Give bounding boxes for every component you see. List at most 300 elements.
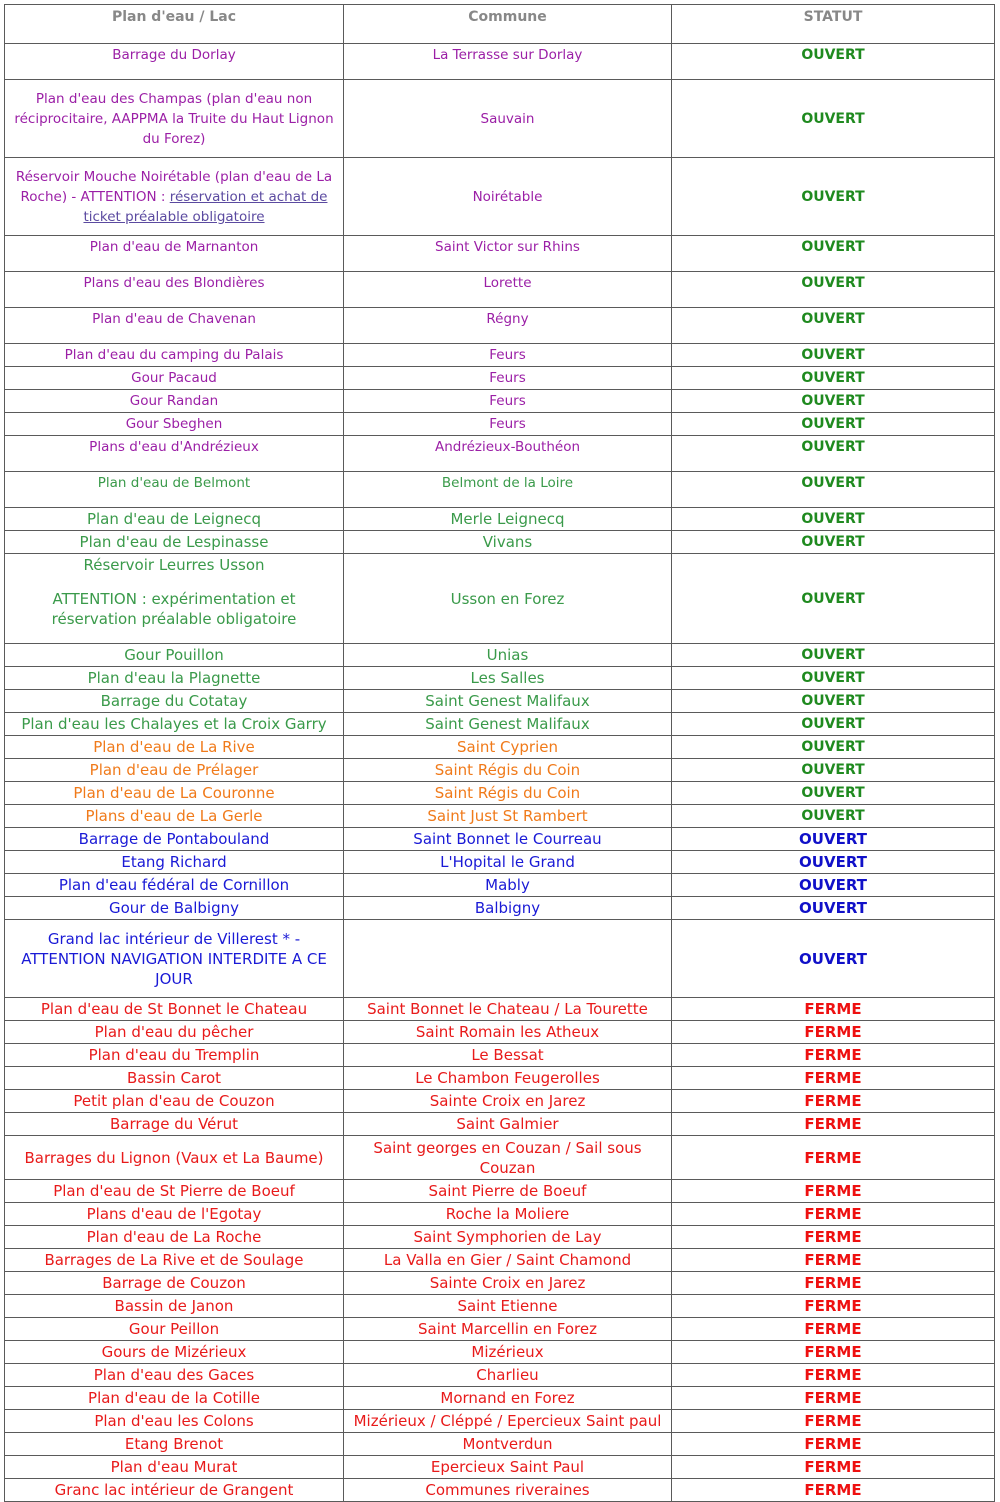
status-cell — [672, 413, 995, 436]
commune-cell — [344, 1226, 672, 1249]
lake-name: Gour Sbeghen — [125, 416, 223, 432]
lake-name: Gour Pouillon — [124, 646, 224, 664]
lake-name-cell — [5, 874, 344, 897]
status-badge: OUVERT — [801, 511, 865, 527]
commune-name: Charlieu — [476, 1366, 539, 1384]
commune-name: Feurs — [489, 393, 526, 409]
commune-cell — [344, 1456, 672, 1479]
lake-name-cell — [5, 1021, 344, 1044]
lake-name: Plan d'eau de Leignecq — [86, 510, 262, 528]
commune-name: Lorette — [483, 275, 532, 291]
commune-name: Sauvain — [480, 111, 535, 127]
commune-cell — [344, 1136, 672, 1180]
status-badge: FERME — [804, 1205, 862, 1223]
table-row — [5, 1180, 995, 1203]
status-badge: FERME — [804, 1366, 862, 1384]
commune-cell — [344, 874, 672, 897]
status-cell — [672, 713, 995, 736]
status-badge: OUVERT — [801, 693, 865, 709]
lake-name-cell — [5, 236, 344, 272]
commune-cell — [344, 508, 672, 531]
commune-cell — [344, 158, 672, 236]
table-row — [5, 828, 995, 851]
table-row — [5, 1044, 995, 1067]
commune-cell — [344, 1272, 672, 1295]
commune-cell — [344, 1113, 672, 1136]
commune-name: Balbigny — [474, 899, 541, 917]
commune-name: Feurs — [489, 347, 526, 363]
commune-cell — [344, 1433, 672, 1456]
lake-name-cell — [5, 805, 344, 828]
commune-cell — [344, 805, 672, 828]
table-row — [5, 1295, 995, 1318]
status-badge: OUVERT — [801, 647, 865, 663]
status-cell — [672, 782, 995, 805]
status-badge: OUVERT — [799, 899, 867, 917]
status-badge: OUVERT — [801, 591, 865, 607]
lake-name-cell — [5, 44, 344, 80]
status-badge: OUVERT — [799, 830, 867, 848]
commune-name: Saint Etienne — [457, 1297, 558, 1315]
table-row — [5, 920, 995, 998]
status-badge: OUVERT — [801, 739, 865, 755]
commune-name: Merle Leignecq — [450, 510, 565, 528]
lake-name-cell — [5, 1341, 344, 1364]
table-row — [5, 158, 995, 236]
lake-name-cell — [5, 1113, 344, 1136]
lake-name-cell — [5, 1364, 344, 1387]
commune-name: Andrézieux-Bouthéon — [434, 439, 581, 455]
header-commune: Commune — [344, 5, 672, 44]
lake-name: Barrages de La Rive et de Soulage — [44, 1251, 304, 1269]
status-cell — [672, 472, 995, 508]
commune-name: Feurs — [489, 416, 526, 432]
reservation-link[interactable]: réservation et achat de ticket préalable obligatoire — [83, 189, 328, 225]
lake-name: Barrage du Dorlay — [112, 47, 236, 63]
lake-name-cell — [5, 508, 344, 531]
status-badge: FERME — [804, 1228, 862, 1246]
lake-name: Réservoir Leurres Usson — [83, 556, 265, 574]
table-row — [5, 390, 995, 413]
lake-name-cell — [5, 1226, 344, 1249]
lake-name-cell — [5, 436, 344, 472]
commune-name: Feurs — [489, 370, 526, 386]
lake-name-cell — [5, 80, 344, 158]
table-row — [5, 1433, 995, 1456]
table-row — [5, 367, 995, 390]
lake-name-cell — [5, 644, 344, 667]
lake-name-cell — [5, 1044, 344, 1067]
status-cell — [672, 690, 995, 713]
lake-name: Grand lac intérieur de Villerest * - ATTENTION NAVIGATION INTERDITE A CE JOUR — [21, 930, 327, 988]
status-badge: FERME — [804, 1251, 862, 1269]
commune-name: Mably — [485, 876, 530, 894]
commune-cell — [344, 782, 672, 805]
status-cell — [672, 158, 995, 236]
status-badge: FERME — [804, 1458, 862, 1476]
status-badge: FERME — [804, 1435, 862, 1453]
status-cell — [672, 667, 995, 690]
status-badge: FERME — [804, 1182, 862, 1200]
status-cell — [672, 1433, 995, 1456]
table-row — [5, 759, 995, 782]
status-cell — [672, 1249, 995, 1272]
lake-name-cell — [5, 667, 344, 690]
table-row — [5, 690, 995, 713]
lake-name-cell — [5, 1136, 344, 1180]
lake-name-cell — [5, 1479, 344, 1502]
table-row — [5, 554, 995, 644]
table-row — [5, 897, 995, 920]
commune-cell — [344, 1021, 672, 1044]
status-badge: OUVERT — [799, 950, 867, 968]
commune-name: Saint Symphorien de Lay — [413, 1228, 602, 1246]
commune-cell — [344, 736, 672, 759]
lake-name: Etang Brenot — [124, 1435, 224, 1453]
table-row — [5, 1272, 995, 1295]
lake-name-cell — [5, 344, 344, 367]
commune-name: Vivans — [482, 533, 533, 551]
lake-name-cell — [5, 828, 344, 851]
table-row — [5, 667, 995, 690]
lake-name-cell — [5, 272, 344, 308]
commune-cell — [344, 759, 672, 782]
commune-name: Mornand en Forez — [440, 1389, 575, 1407]
lake-name: Plan d'eau des Gaces — [93, 1366, 255, 1384]
status-badge: OUVERT — [801, 47, 865, 63]
status-badge: OUVERT — [801, 311, 865, 327]
status-cell — [672, 759, 995, 782]
commune-name: Usson en Forez — [450, 590, 565, 608]
lake-name-cell — [5, 1410, 344, 1433]
lake-name: Bassin Carot — [126, 1069, 222, 1087]
table-row — [5, 1090, 995, 1113]
lake-name-cell — [5, 782, 344, 805]
status-badge: FERME — [804, 1149, 862, 1167]
lake-name-cell — [5, 472, 344, 508]
lake-name-cell — [5, 1067, 344, 1090]
lake-name-cell — [5, 1318, 344, 1341]
commune-cell — [344, 998, 672, 1021]
lake-name: Barrage du Cotatay — [100, 692, 248, 710]
commune-cell — [344, 308, 672, 344]
commune-cell — [344, 690, 672, 713]
lake-name-cell — [5, 413, 344, 436]
commune-name: Les Salles — [470, 669, 545, 687]
commune-cell — [344, 44, 672, 80]
commune-cell — [344, 1479, 672, 1502]
commune-name: Roche la Moliere — [445, 1205, 570, 1223]
commune-name: La Valla en Gier / Saint Chamond — [383, 1251, 632, 1269]
status-cell — [672, 272, 995, 308]
commune-name: Montverdun — [462, 1435, 553, 1453]
table-row — [5, 998, 995, 1021]
commune-name: Saint Just St Rambert — [427, 807, 588, 825]
lake-name: Plan d'eau des Champas (plan d'eau non réciprocitaire, AAPPMA la Truite du Haut Lignon du Forez) — [14, 91, 334, 147]
lake-name-cell — [5, 554, 344, 644]
lake-name: Plan d'eau fédéral de Cornillon — [58, 876, 290, 894]
commune-name: Mizérieux — [471, 1343, 544, 1361]
lake-name-cell — [5, 1295, 344, 1318]
commune-name: Le Bessat — [471, 1046, 544, 1064]
status-cell — [672, 1203, 995, 1226]
lake-name-cell — [5, 998, 344, 1021]
table-header-row — [5, 5, 995, 44]
commune-cell — [344, 1410, 672, 1433]
lake-name: Plan d'eau de La Couronne — [73, 784, 275, 802]
table-row — [5, 874, 995, 897]
table-row — [5, 644, 995, 667]
table-row — [5, 44, 995, 80]
commune-cell — [344, 1341, 672, 1364]
header-lake: Plan d'eau / Lac — [5, 5, 344, 44]
commune-cell — [344, 667, 672, 690]
status-badge: FERME — [804, 1320, 862, 1338]
lake-name-cell — [5, 158, 344, 236]
lake-name-cell — [5, 736, 344, 759]
commune-cell — [344, 554, 672, 644]
status-badge: FERME — [804, 1412, 862, 1430]
lake-name-cell — [5, 1272, 344, 1295]
commune-name: Mizérieux / Cléppé / Epercieux Saint paul — [353, 1412, 662, 1430]
commune-name: Saint Régis du Coin — [434, 784, 581, 802]
status-badge: OUVERT — [801, 275, 865, 291]
commune-cell — [344, 1067, 672, 1090]
lake-name-cell — [5, 851, 344, 874]
table-row — [5, 1479, 995, 1502]
status-badge: OUVERT — [801, 370, 865, 386]
commune-name: Saint Genest Malifaux — [425, 692, 590, 710]
status-badge: OUVERT — [801, 716, 865, 732]
commune-cell — [344, 1387, 672, 1410]
lake-name-cell — [5, 531, 344, 554]
lake-name: Plan d'eau de Marnanton — [89, 239, 259, 255]
table-row — [5, 782, 995, 805]
table-row — [5, 344, 995, 367]
lake-name: Réservoir Mouche Noirétable (plan d'eau de La Roche) - ATTENTION : — [15, 169, 333, 205]
status-cell — [672, 736, 995, 759]
commune-cell — [344, 1180, 672, 1203]
lake-name: Plan d'eau de Belmont — [97, 475, 251, 491]
lake-name-cell — [5, 367, 344, 390]
status-badge: OUVERT — [799, 853, 867, 871]
commune-name: Saint Victor sur Rhins — [435, 239, 580, 255]
lake-name: Plan d'eau de Lespinasse — [79, 533, 269, 551]
table-row — [5, 851, 995, 874]
status-cell — [672, 1113, 995, 1136]
lake-name-cell — [5, 713, 344, 736]
lake-name: Petit plan d'eau de Couzon — [73, 1092, 275, 1110]
status-badge: OUVERT — [801, 475, 865, 491]
status-badge: FERME — [804, 1343, 862, 1361]
header-status: STATUT — [672, 5, 995, 44]
commune-name: Saint Marcellin en Forez — [418, 1320, 597, 1338]
status-badge: FERME — [804, 1092, 862, 1110]
commune-cell — [344, 1249, 672, 1272]
status-cell — [672, 236, 995, 272]
table-row — [5, 1203, 995, 1226]
status-badge: OUVERT — [801, 111, 865, 127]
status-cell — [672, 1272, 995, 1295]
table-row — [5, 472, 995, 508]
table-row — [5, 413, 995, 436]
status-cell — [672, 390, 995, 413]
lake-name: Plan d'eau Murat — [110, 1458, 238, 1476]
table-row — [5, 1136, 995, 1180]
status-cell — [672, 1090, 995, 1113]
status-cell — [672, 1021, 995, 1044]
table-row — [5, 805, 995, 828]
lake-name: Plan d'eau de La Rive — [93, 738, 255, 756]
commune-name: Noirétable — [472, 189, 543, 205]
table-row — [5, 1318, 995, 1341]
status-cell — [672, 851, 995, 874]
commune-name: Unias — [486, 646, 529, 664]
lakes-status-sheet — [4, 4, 994, 1502]
commune-cell — [344, 390, 672, 413]
lake-name: Plans d'eau des Blondières — [83, 275, 265, 291]
lake-name-cell — [5, 1433, 344, 1456]
commune-name: Saint georges en Couzan / Sail sous Couzan — [373, 1139, 642, 1177]
table-row — [5, 436, 995, 472]
status-badge: FERME — [804, 1046, 862, 1064]
table-body — [5, 44, 995, 1502]
status-cell — [672, 531, 995, 554]
status-cell — [672, 308, 995, 344]
commune-cell — [344, 897, 672, 920]
table-row — [5, 736, 995, 759]
status-cell — [672, 508, 995, 531]
status-badge: OUVERT — [801, 347, 865, 363]
status-cell — [672, 1180, 995, 1203]
lakes-status-table — [4, 4, 995, 1502]
status-cell — [672, 920, 995, 998]
status-badge: FERME — [804, 1023, 862, 1041]
commune-cell — [344, 713, 672, 736]
table-row — [5, 1387, 995, 1410]
table-row — [5, 1021, 995, 1044]
status-cell — [672, 1410, 995, 1433]
commune-cell — [344, 344, 672, 367]
commune-name: Saint Cyprien — [457, 738, 558, 756]
status-cell — [672, 1387, 995, 1410]
commune-cell — [344, 1044, 672, 1067]
commune-cell — [344, 1090, 672, 1113]
lake-name: Plan d'eau de St Bonnet le Chateau — [40, 1000, 308, 1018]
lake-name: Gour de Balbigny — [108, 899, 239, 917]
table-row — [5, 531, 995, 554]
lake-name: Plans d'eau de l'Egotay — [86, 1205, 262, 1223]
table-row — [5, 308, 995, 344]
lake-name: Plan d'eau de Prélager — [89, 761, 259, 779]
table-row — [5, 1364, 995, 1387]
table-row — [5, 1226, 995, 1249]
status-cell — [672, 1341, 995, 1364]
table-row — [5, 236, 995, 272]
commune-name: Belmont de la Loire — [441, 475, 574, 491]
lake-name: Plan d'eau du Tremplin — [88, 1046, 260, 1064]
status-badge: OUVERT — [801, 189, 865, 205]
lake-name-cell — [5, 1180, 344, 1203]
status-cell — [672, 897, 995, 920]
lake-name: Plans d'eau de La Gerle — [85, 807, 263, 825]
status-cell — [672, 367, 995, 390]
commune-cell — [344, 531, 672, 554]
lake-name: Barrage de Couzon — [102, 1274, 246, 1292]
status-badge: FERME — [804, 1000, 862, 1018]
status-cell — [672, 554, 995, 644]
commune-cell — [344, 367, 672, 390]
status-cell — [672, 44, 995, 80]
status-cell — [672, 828, 995, 851]
table-row — [5, 1067, 995, 1090]
commune-cell — [344, 80, 672, 158]
commune-name: Saint Régis du Coin — [434, 761, 581, 779]
lake-name-cell — [5, 308, 344, 344]
status-cell — [672, 1318, 995, 1341]
commune-name: Epercieux Saint Paul — [430, 1458, 585, 1476]
commune-cell — [344, 1364, 672, 1387]
table-row — [5, 1113, 995, 1136]
commune-name: Saint Romain les Atheux — [415, 1023, 600, 1041]
lake-name-cell — [5, 1203, 344, 1226]
table-row — [5, 508, 995, 531]
status-badge: OUVERT — [801, 785, 865, 801]
lake-name: Plan d'eau de St Pierre de Boeuf — [53, 1182, 295, 1200]
lake-name: Gour Randan — [129, 393, 219, 409]
commune-cell — [344, 644, 672, 667]
status-badge: OUVERT — [801, 393, 865, 409]
lake-name: Plan d'eau du pêcher — [94, 1023, 254, 1041]
table-row — [5, 713, 995, 736]
status-badge: OUVERT — [801, 670, 865, 686]
status-cell — [672, 1295, 995, 1318]
commune-cell — [344, 1203, 672, 1226]
commune-name: Saint Pierre de Boeuf — [428, 1182, 587, 1200]
status-badge: OUVERT — [801, 808, 865, 824]
table-row — [5, 1341, 995, 1364]
status-badge: FERME — [804, 1069, 862, 1087]
status-badge: FERME — [804, 1389, 862, 1407]
lake-name: Etang Richard — [121, 853, 227, 871]
commune-cell — [344, 851, 672, 874]
status-cell — [672, 1044, 995, 1067]
status-cell — [672, 644, 995, 667]
table-row — [5, 1249, 995, 1272]
status-badge: OUVERT — [801, 239, 865, 255]
lake-name: Plan d'eau de La Roche — [86, 1228, 262, 1246]
lake-name-cell — [5, 897, 344, 920]
status-cell — [672, 344, 995, 367]
lake-name-cell — [5, 920, 344, 998]
status-cell — [672, 80, 995, 158]
status-badge: OUVERT — [801, 439, 865, 455]
lake-name: Plan d'eau de Chavenan — [92, 311, 256, 327]
status-cell — [672, 874, 995, 897]
lake-name: Plan d'eau du camping du Palais — [64, 347, 284, 363]
lake-name: Plan d'eau de la Cotille — [88, 1389, 260, 1407]
status-badge: OUVERT — [799, 876, 867, 894]
lake-name-cell — [5, 759, 344, 782]
lake-name: Granc lac intérieur de Grangent — [54, 1481, 294, 1499]
commune-cell — [344, 920, 672, 998]
lake-name: Barrage du Vérut — [110, 1115, 238, 1133]
commune-name: Saint Genest Malifaux — [425, 715, 590, 733]
lake-name-cell — [5, 690, 344, 713]
commune-name: Saint Bonnet le Chateau / La Tourette — [367, 1000, 648, 1018]
status-badge: FERME — [804, 1297, 862, 1315]
table-row — [5, 1456, 995, 1479]
